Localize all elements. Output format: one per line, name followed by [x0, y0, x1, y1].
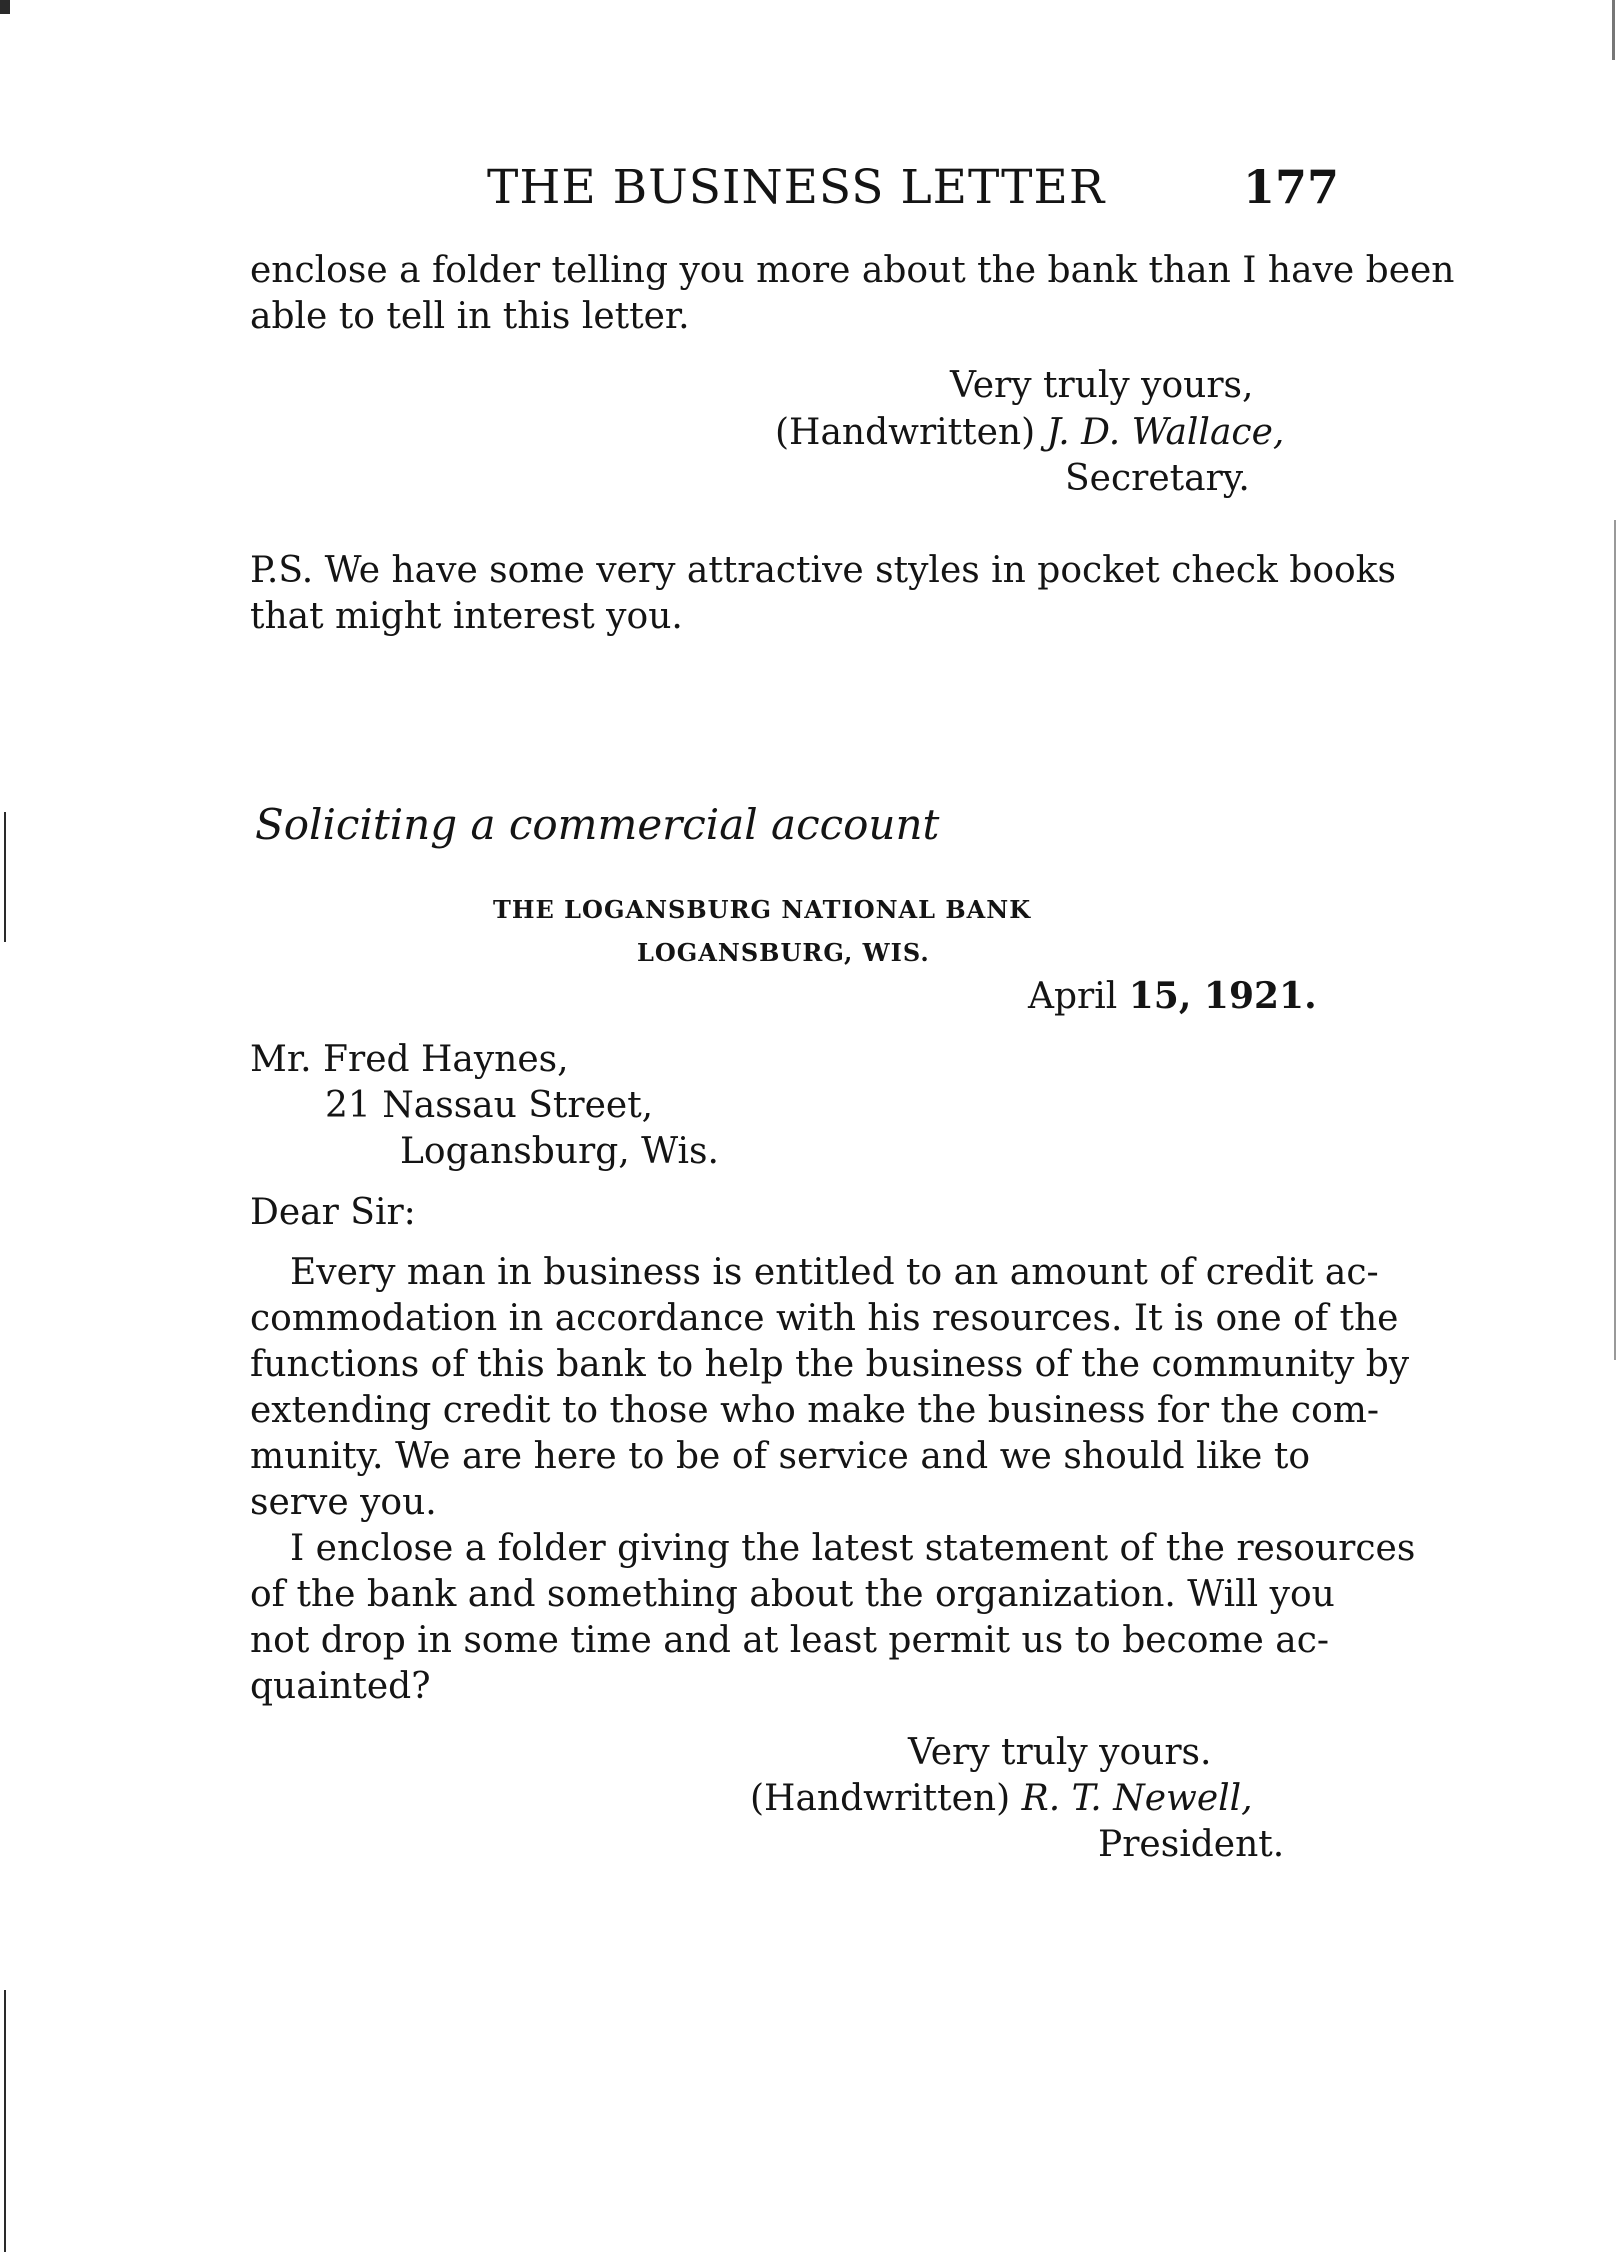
body-line: of the bank and something about the organization. Will you [250, 1574, 1335, 1615]
body-line: extending credit to those who make the business for the com- [250, 1390, 1380, 1431]
scan-edge-speckles [1614, 520, 1616, 1360]
signature-name: R. T. Newell, [1021, 1778, 1253, 1819]
salutation: Dear Sir: [250, 1192, 416, 1233]
body-line: able to tell in this letter. [250, 296, 690, 337]
postscript-line: P.S. We have some very attractive styles in pocket check books [250, 550, 1396, 591]
closing: Very truly yours, [950, 365, 1254, 406]
signature-prefix: (Handwritten) [775, 412, 1036, 453]
section-heading: Soliciting a commercial account [255, 800, 940, 849]
signature-line [750, 1776, 1253, 1822]
body-line: commodation in accordance with his resources. It is one of the [250, 1298, 1399, 1339]
scan-margin-line [4, 1990, 6, 2252]
postscript-line: that might interest you. [250, 596, 683, 637]
recipient-street: 21 Nassau Street, [325, 1085, 654, 1126]
letter-date [1028, 973, 1317, 1020]
body-line: not drop in some time and at least permit us to become ac- [250, 1620, 1330, 1661]
signature-title: Secretary. [1065, 458, 1250, 499]
signature-line [775, 410, 1284, 456]
closing: Very truly yours. [908, 1732, 1212, 1773]
scan-edge-speckles [1612, 0, 1615, 60]
body-line: Every man in business is entitled to an amount of credit ac- [290, 1252, 1379, 1293]
letterhead-city: LOGANSBURG, WIS. [637, 938, 930, 967]
letterhead-name: THE LOGANSBURG NATIONAL BANK [493, 895, 1032, 924]
signature-prefix: (Handwritten) [750, 1778, 1011, 1819]
recipient-name: Mr. Fred Haynes, [250, 1039, 569, 1080]
body-line: functions of this bank to help the business of the community by [250, 1344, 1410, 1385]
body-line: I enclose a folder giving the latest statement of the resources [290, 1528, 1416, 1569]
page-number: 177 [1243, 160, 1340, 214]
running-head: THE BUSINESS LETTER [487, 160, 1106, 215]
recipient-city: Logansburg, Wis. [400, 1131, 719, 1172]
scan-margin-line [4, 812, 6, 942]
body-line: serve you. [250, 1482, 437, 1523]
date-month: April [1028, 976, 1118, 1017]
signature-name: J. D. Wallace, [1046, 412, 1285, 453]
body-line: munity. We are here to be of service and we should like to [250, 1436, 1310, 1477]
scan-corner-mark [0, 0, 10, 14]
body-line: quainted? [250, 1666, 431, 1707]
date-day-year: 15, 1921. [1128, 975, 1317, 1017]
signature-title: President. [1098, 1824, 1285, 1865]
body-line: enclose a folder telling you more about the bank than I have been [250, 250, 1455, 291]
